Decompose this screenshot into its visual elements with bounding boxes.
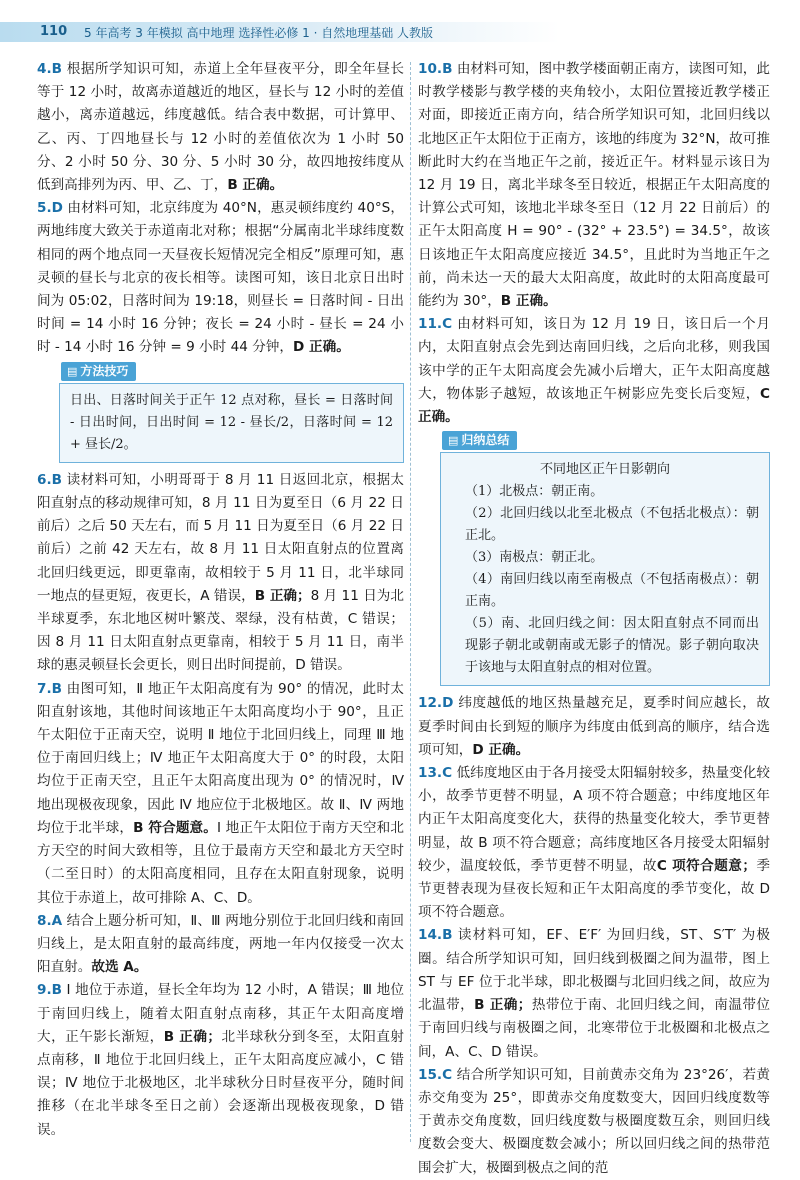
question-number: 9.B bbox=[37, 982, 62, 999]
answer-item-14 bbox=[418, 924, 770, 1063]
summary-label: 归纳总结 bbox=[461, 433, 510, 448]
question-number: 11.C bbox=[418, 316, 453, 333]
method-tip-label: 方法技巧 bbox=[80, 363, 129, 378]
right-column bbox=[418, 58, 770, 1180]
answer-label: B 正确； bbox=[163, 1028, 222, 1045]
method-tip-content bbox=[59, 383, 404, 463]
explanation-text: 结合所学知识可知，目前黄赤交角为 23°26′，若黄赤交角变为 25°，即黄赤交角度数变大，因回归线度数等于黄赤交角度数，回归线度数与极圈度数互余，则回归线度数会变大、极圈度数会减小；所以回归线之间的热带范围会扩大，极圈到极点之间的范 bbox=[418, 1066, 770, 1176]
explanation-text-continued: Ⅰ 地正午太阳位于南方天空和北方天空的时间大致相等，且位于最南方天空和最北方天空时（二至日时）的太阳高度相同，且存在太阳直射现象，说明其位于赤道上，故可排除 A、C、D。 bbox=[37, 819, 404, 906]
summary-line: （2）北回归线以北至北极点（不包括北极点）：朝正北。 bbox=[465, 506, 759, 544]
question-number: 10.B bbox=[418, 61, 453, 77]
summary-box bbox=[418, 429, 770, 686]
explanation-text-continued: 8 月 11 日为北半球夏季，东北地区树叶繁茂、翠绿，没有枯黄，C 错误；因 8 月 11 日太阳直射点更靠南，相较于 5 月 11 日，南半球的惠灵顿昼长会更长，则日出时间提前，D 错误。 bbox=[37, 587, 404, 674]
answer-label: D 正确。 bbox=[472, 741, 530, 758]
question-number: 6.B bbox=[37, 471, 62, 488]
explanation-text: 读材料可知，小明哥哥于 8 月 11 日返回北京，根据太阳直射点的移动规律可知，8 月 11 日为夏至日（6 月 22 日前后）之后 50 天左右，而 5 月 11 日为夏至日（6 月 22 日前后）之前 42 天左右，故 8 月 11 日太阳直射点的位置离北回归线更远，即更靠南，故相较于 5 月 11 日，北半球同一地点的昼更短，夜更长，A 错误， bbox=[37, 471, 404, 604]
answer-item-7 bbox=[37, 678, 404, 910]
page-header bbox=[0, 18, 800, 46]
answer-label: B 正确； bbox=[254, 587, 311, 604]
question-number: 8.A bbox=[37, 912, 63, 929]
answer-label: B 符合题意。 bbox=[133, 819, 218, 836]
question-number: 13.C bbox=[418, 765, 453, 782]
question-number: 7.B bbox=[37, 680, 62, 697]
explanation-text-continued: 北半球秋分到冬至，太阳直射点南移，Ⅱ 地位于北回归线上，正午太阳高度应减小，C 错误；Ⅳ 地位于北极地区，北半球秋分日时昼夜平分，随时间推移（在北半球冬至日之前）会逐渐出现极夜现象，D 错误。 bbox=[37, 1028, 405, 1138]
answer-item-5 bbox=[37, 197, 404, 359]
summary-line: （5）南、北回归线之间：因太阳直射点不同而出现影子朝北或朝南或无影子的情况。影子朝向取决于该地与太阳直射点的相对位置。 bbox=[465, 616, 759, 676]
question-number: 12.D bbox=[418, 695, 454, 712]
column-divider bbox=[410, 62, 411, 1142]
answer-label: D 正确。 bbox=[292, 339, 350, 356]
answer-label: B 正确。 bbox=[227, 177, 284, 194]
answer-item-15 bbox=[418, 1064, 770, 1180]
book-icon: ▤ bbox=[448, 434, 459, 448]
book-icon: ▤ bbox=[67, 364, 78, 378]
answer-item-4 bbox=[37, 58, 404, 197]
question-number: 5.D bbox=[37, 200, 63, 217]
answer-item-6 bbox=[37, 469, 404, 678]
method-tip-text: 日出、日落时间关于正午 12 点对称，昼长 = 日落时间 - 日出时间，日出时间 = 12 - 昼长/2，日落时间 = 12 + 昼长/2。 bbox=[70, 392, 393, 452]
question-number: 15.C bbox=[418, 1066, 453, 1083]
left-column bbox=[37, 58, 404, 1142]
summary-content bbox=[440, 452, 770, 686]
explanation-text: 纬度越低的地区热量越充足，夏季时间应越长，故夏季时间由长到短的顺序为纬度由低到高的顺序，结合选项可知， bbox=[418, 695, 771, 758]
answer-item-13 bbox=[418, 762, 770, 924]
explanation-text: 由材料可知，图中教学楼面朝正南方，读图可知，此时教学楼影与教学楼的夹角较小，太阳位置接近教学楼正对面，即接近正南方向，结合所学知识可知，北回归线以北地区正午太阳位于正南方，该地的纬度为 32°N，故可推断此时大约在当地正午之前，接近正午。材料显示该日为 12 月 19 日，离北半球冬至日较近，根据正午太阳高度的计算公式可知，该地北半球冬至日（12 月 22 日前后）的正午太阳高度 H = 90° - (32° + 23.5°) = 34.5°，故该日该地正午太阳高度应接近 34.5°，且此时为当地正午之前，尚未达一天的最大太阳高度，故此时的太阳高度最可能约为 30°， bbox=[418, 61, 771, 310]
answer-item-10 bbox=[418, 58, 770, 313]
explanation-text: 读材料可知，EF、E′F′ 为回归线，ST、S′T′ 为极圈。结合所学知识可知，回归线到极圈之间为温带，图上 ST 与 EF 位于北半球，即北极圈与北回归线之间，故应为北温带， bbox=[418, 927, 770, 1014]
explanation-text-continued: 季节更替表现为昼夜长短和正午太阳高度的季节变化，故 D 项不符合题意。 bbox=[418, 857, 770, 921]
explanation-text: 结合上题分析可知，Ⅱ、Ⅲ 两地分别位于北回归线和南回归线上，是太阳直射的最高纬度，两地一年内仅接受一次太阳直射。 bbox=[37, 912, 404, 976]
running-title: 5 年高考 3 年模拟 高中地理 选择性必修 1 · 自然地理基础 人教版 bbox=[84, 26, 434, 40]
answer-item-9 bbox=[37, 979, 404, 1141]
summary-line: （4）南回归线以南至南极点（不包括南极点）：朝正南。 bbox=[465, 572, 759, 610]
explanation-text-continued: 热带位于南、北回归线之间，南温带位于南回归线与南极圈之间，北寒带位于北极圈和北极点之间，A、C、D 错误。 bbox=[418, 997, 771, 1060]
explanation-text: 由图可知，Ⅱ 地正午太阳高度有为 90° 的情况，此时太阳直射该地，其他时间该地正午太阳高度均小于 90°，且正午太阳位于正南天空，说明 Ⅱ 地位于北回归线上，同理 Ⅲ 地位于南回归线上；Ⅳ 地正午太阳高度大于 0° 的时段，太阳均位于正南天空，且正午太阳高度出现为 0° 的情况时，Ⅳ 地出现极夜现象，因此 Ⅳ 地应位于北极地区。故 Ⅱ、Ⅳ 两地均位于北半球， bbox=[37, 680, 405, 836]
answer-label: C 正确。 bbox=[418, 385, 770, 426]
question-number: 14.B bbox=[418, 927, 453, 944]
explanation-text: 低纬度地区由于各月接受太阳辐射较多，热量变化较小，故季节更替不明显，A 项不符合题意；中纬度地区年内正午太阳高度变化大，获得的热量变化较大，季节更替明显，故 B 项不符合题意；高纬度地区各月接受太阳辐射较少，温度较低，季节更替不明显，故 bbox=[418, 765, 771, 874]
answer-item-11 bbox=[418, 313, 770, 429]
answer-item-8 bbox=[37, 910, 404, 980]
summary-line: （1）北极点：朝正南。 bbox=[465, 484, 604, 500]
question-number: 4.B bbox=[37, 61, 62, 77]
answer-label: C 项符合题意； bbox=[656, 857, 756, 874]
summary-tag bbox=[442, 431, 517, 450]
page-number: 110 bbox=[40, 24, 68, 39]
explanation-text: 由材料可知，北京纬度为 40°N，惠灵顿纬度约 40°S，两地纬度大致关于赤道南北对称；根据“分属南北半球纬度数相同的两个地点同一天昼夜长短情况完全相反”原理可知，惠灵顿的昼长与北京的夜长相等。读图可知，该日北京日出时间为 05:02，日落时间为 19:18，则昼长 = 日落时间 - 日出时间 = 14 小时 16 分钟；夜长 = 24 小时 - 昼长 = 24 小时 - 14 小时 16 分钟 = 9 小时 44 分钟， bbox=[37, 200, 404, 356]
answer-label: B 正确。 bbox=[500, 293, 557, 310]
explanation-text: 由材料可知，该日为 12 月 19 日，该日后一个月内，太阳直射点会先到达南回归线，之后向北移，则我国该中学的正午太阳高度会先减小后增大，正午太阳高度越大，物体影子越短，故该地正午树影应先变长后变短， bbox=[418, 316, 770, 402]
answer-item-12 bbox=[418, 692, 770, 762]
explanation-text: 根据所学知识可知，赤道上全年昼夜平分，即全年昼长等于 12 小时，故离赤道越近的地区，昼长与 12 小时的差值越小，离赤道越远，纬度越低。结合表中数据，可计算甲、乙、丙、丁四地昼长与 12 小时的差值依次为 1 小时 50 分、2 小时 50 分、30 分、5 小时 30 分，故四地按纬度从低到高排列为丙、甲、乙、丁， bbox=[37, 61, 405, 194]
summary-title: 不同地区正午日影朝向 bbox=[539, 462, 670, 478]
explanation-text: Ⅰ 地位于赤道，昼长全年均为 12 小时，A 错误；Ⅲ 地位于南回归线上，随着太阳直射点南移，其正午太阳高度增大，正午影长渐短， bbox=[37, 982, 404, 1045]
summary-line: （3）南极点：朝正北。 bbox=[465, 550, 604, 566]
method-tip-tag bbox=[61, 362, 136, 381]
answer-label: 故选 A。 bbox=[91, 959, 148, 976]
answer-label: B 正确； bbox=[474, 997, 532, 1014]
method-tip-box bbox=[37, 360, 404, 463]
